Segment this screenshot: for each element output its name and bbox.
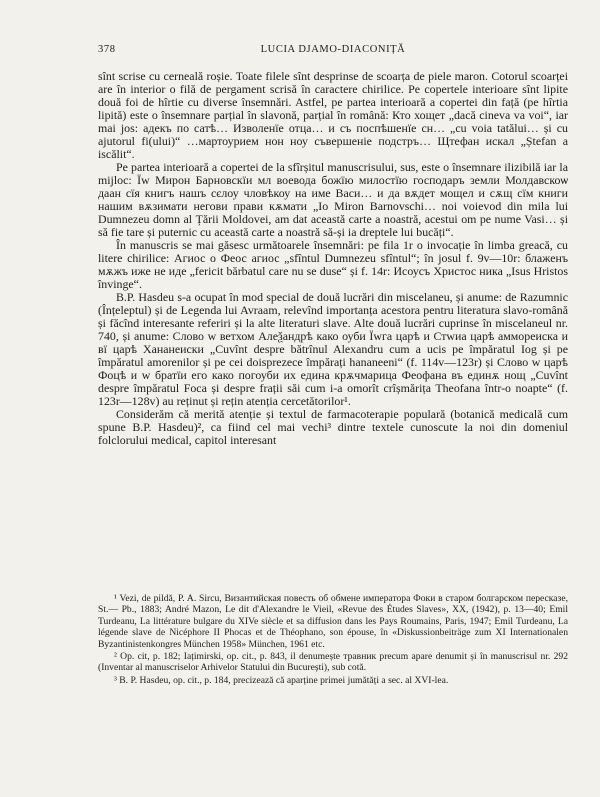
paragraph: sînt scrise cu cerneală roșie. Toate filele sînt desprinse de scoarța de piele maron. Cotorul scoarței are în interior o filă de pergament scrisă în caractere chirilice. Pe copertele interioare sînt lipite două foi de hîrtie cu diverse însemnări. Astfel, pe partea interioară a copertei din față (pe hîrtia lipită) este o însemnare parțial în slavonă, parțial în română: Кто хощет „dacă cineva va voi“, iar mai jos: адекъ по сатѣ… Изволенїе отца… и съ поспѣшенїе сн… „cu voia tatălui… și cu ajutorul fi(ului)“ …мартоурием нон ноу съвершеніе подстръ… Щтефан искал „Ștefan a iscălit“. — [98, 69, 568, 161]
running-header — [98, 44, 568, 58]
paragraph: B.P. Hasdeu s-a ocupat în mod special de două lucrări din miscelaneu, și anume: de Razumnic (Înțeleptul) și de Legenda lui Avraam, relevînd importanța acestora pentru literatura slavo-română și făcînd interesante referiri și la alte literaturi slave. Alte două lucrări cuprinse în miscelaneul nr. 740, și anume: Слово w ветхом Алеѯандрѣ како оуби Їwга царѣ и Стwиа царѣ аммореиска и вї царѣ Хананеиски „Cuvînt despre bătrînul Alexandru cum a ucis pe împăratul Iog și pe împăratul amorenilor și pe cei doisprezece împărați hananeeni“ (f. 114v—123r) și Слово w царѣ Фоцѣ и w братїи его како погоуби их едина крѫчмарица Феофана въ единѫ нощ „Cuvînt despre împăratul Foca și despre frații săi cum i-a omorît crîșmărița Theofana într-o noapte“ (f. 123r—128v) au reținut și rețin atenția cercetătorilor¹. — [98, 290, 568, 408]
running-title: LUCIA DJAMO-DIACONIȚĂ — [260, 44, 406, 55]
body-text — [98, 70, 568, 447]
footnote: ² Op. cit, p. 182; Iațimirski, op. cit., p. 843, il denumește травник precum apare denumit și în manuscrisul nr. 292 (Inventar al manuscriselor Arhivelor Statului din București), sub cotă. — [98, 651, 568, 674]
footnote: ¹ Vezi, de pildă, P. A. Sircu, Византийская повесть об обмене императора Фоки в старом болгарском пересказе, St.— Pb., 1883; André Mazon, Le dit d'Alexandre le Vieil, «Revue des Études Slaves», XX, (1942), p. 13—40; Emil Turdeanu, La littérature bulgare du XIVe siècle et sa diffusion dans les Pays Roumains, Paris, 1947; Emil Turdeanu, La légende slave de Nicéphore II Phocas et de Théophano, son épouse, în «Diskussionbeiträge zum XI Internationalen Byzantinistenkongres München 1958» München, 1961 etc. — [98, 593, 568, 650]
footnote: ³ B. P. Hasdeu, op. cit., p. 184, precizează că aparține primei jumătăți a sec. al XVI-lea. — [114, 674, 449, 686]
footnotes — [98, 593, 568, 686]
page-number: 378 — [98, 44, 116, 55]
paragraph: Considerăm că merită atenție și textul de farmacoterapie populară (botanică medicală cum spune B.P. Hasdeu)², ca fiind cel mai vechi³ dintre textele cunoscute la noi din domeniul folclorului medical, capitol interesant — [98, 407, 568, 447]
paragraph: În manuscris se mai găsesc următoarele însemnări: pe fila 1r o invocație în limba greacă, cu litere chirilice: Агиос о Феос агиос „sfîntul Dumnezeu sfîntul“; în josul f. 9v—10r: блаженъ мѫжъ иже не иде „fericit bărbatul care nu se duse“ și f. 14r: Исоусъ Христос ника „Isus Hristos învinge“. — [98, 238, 568, 291]
paragraph: Pe partea interioară a copertei de la sfîrșitul manuscrisului, sus, este o însemnare ilizibilă iar la mijloc: Їw Мирон Барновскїи мл воевода божїю милостїю господаръ земли Молдавскоѡ даан сїя книгъ нашъ сєлоу чловѣкоу на име Васи… и да вѫдет мощел и сѫщ сїм книги нашим вѫзимати негови прави кѫмати „Io Miron Barnovschi… noi voievod din mila lui Dumnezeu domn al Țării Moldovei, am dat această carte a noastră, acestui om pe nume Vasi… și să fie tare și puternic cu această carte a noastră să-și ia dreptele lui bucăți“. — [98, 160, 568, 239]
